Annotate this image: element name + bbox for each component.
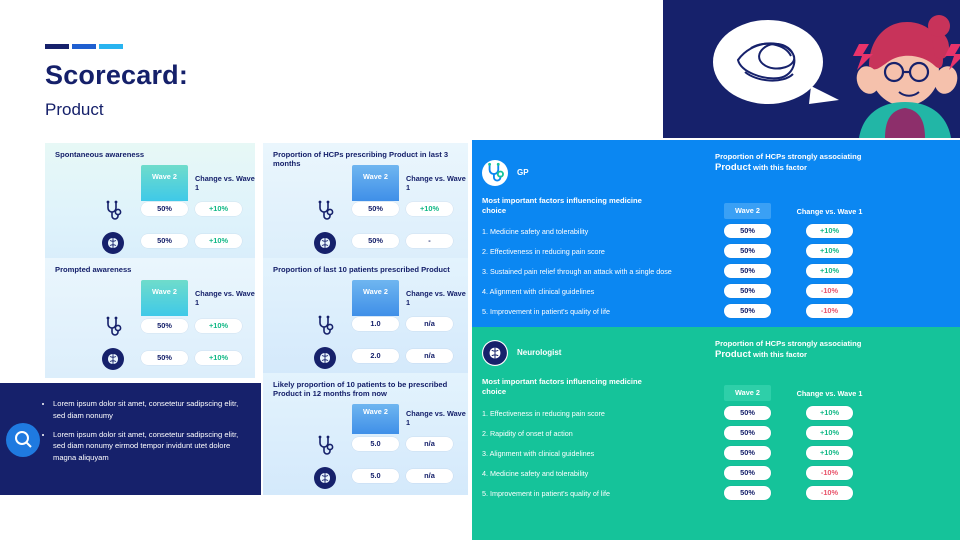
gp-change-value: -10% <box>806 284 853 298</box>
panel-likely-12-months <box>263 373 468 495</box>
gp-factor-label: 1. Medicine safety and tolerability <box>482 227 589 236</box>
gp-avatar <box>482 160 508 186</box>
stressed-person-illustration <box>663 0 960 138</box>
rule-blue <box>72 44 96 49</box>
wave-value: 5.0 <box>352 437 399 451</box>
doctor-icon <box>313 434 337 458</box>
neuro-wave-value: 50% <box>724 466 771 480</box>
wave-value: 50% <box>141 319 188 333</box>
panel-neurologist <box>472 327 960 540</box>
gp-association-title <box>715 152 945 175</box>
gp-factor-label: 4. Alignment with clinical guidelines <box>482 287 595 296</box>
wave-header-label: Wave 2 <box>363 287 388 296</box>
neuro-factor-label: 1. Effectiveness in reducing pain score <box>482 409 605 418</box>
rule-navy <box>45 44 69 49</box>
doctor-icon <box>313 199 337 223</box>
gp-change-value: +10% <box>806 224 853 238</box>
change-header-label: Change vs. Wave 1 <box>195 289 255 307</box>
brain-icon <box>101 347 125 371</box>
brain-icon <box>101 231 125 255</box>
neuro-wave-value: 50% <box>724 446 771 460</box>
change-value: +10% <box>195 319 242 333</box>
panel-title: Spontaneous awareness <box>55 150 145 159</box>
neuro-change-header: Change vs. Wave 1 <box>796 389 863 398</box>
panel-title: Proportion of HCPs prescribing Product in last 3 months <box>273 150 449 169</box>
neuro-association-title <box>715 339 945 362</box>
change-value: n/a <box>406 349 453 363</box>
change-value: +10% <box>195 234 242 248</box>
assoc-post: with this factor <box>750 350 808 360</box>
gp-wave-value: 50% <box>724 244 771 258</box>
page-title: Scorecard: <box>45 60 189 90</box>
change-header-label: Change vs. Wave 1 <box>195 174 255 192</box>
brain-icon <box>482 340 508 366</box>
change-value: - <box>406 234 453 248</box>
gp-wave-value: 50% <box>724 224 771 238</box>
neuro-wave-header: Wave 2 <box>724 385 771 401</box>
neuro-factor-label: 2. Rapidity of onset of action <box>482 429 573 438</box>
brain-icon <box>313 231 337 255</box>
wave-value: 50% <box>141 351 188 365</box>
title-rules <box>45 44 123 49</box>
page-subtitle: Product <box>45 100 104 119</box>
wave-value: 50% <box>141 202 188 216</box>
neuro-change-value: -10% <box>806 486 853 500</box>
neuro-factor-label: 3. Alignment with clinical guidelines <box>482 449 595 458</box>
gp-factor-label: 2. Effectiveness in reducing pain score <box>482 247 605 256</box>
rule-lightblue <box>99 44 123 49</box>
doctor-icon <box>101 199 125 223</box>
brain-icon <box>313 466 337 490</box>
panel-prompted <box>45 258 255 378</box>
gp-wave-value: 50% <box>724 264 771 278</box>
wave-value: 50% <box>141 234 188 248</box>
neuro-change-value: -10% <box>806 466 853 480</box>
stethoscope-icon <box>482 160 508 186</box>
neuro-change-value: +10% <box>806 426 853 440</box>
panel-spontaneous <box>45 143 255 260</box>
notes-box <box>0 383 261 495</box>
neuro-section-label: Most important factors influencing medicine choice <box>482 377 642 396</box>
gp-change-value: -10% <box>806 304 853 318</box>
gp-wave-value: 50% <box>724 284 771 298</box>
gp-persona-name: GP <box>517 168 529 177</box>
doctor-icon <box>313 314 337 338</box>
panel-title: Prompted awareness <box>55 265 132 274</box>
neuro-change-value: +10% <box>806 406 853 420</box>
change-header-label: Change vs. Wave 1 <box>406 289 466 307</box>
panel-gp <box>472 140 960 327</box>
change-value: +10% <box>195 351 242 365</box>
wave-header-label: Wave 2 <box>152 172 177 181</box>
wave-header-label: Wave 2 <box>152 287 177 296</box>
assoc-brand: Product <box>715 162 751 174</box>
brain-icon <box>313 346 337 370</box>
neuro-avatar <box>482 340 508 366</box>
change-value: n/a <box>406 469 453 483</box>
gp-wave-value: 50% <box>724 304 771 318</box>
gp-change-header: Change vs. Wave 1 <box>796 207 863 216</box>
neuro-wave-value: 50% <box>724 486 771 500</box>
gp-wave-header: Wave 2 <box>724 203 771 219</box>
change-header-label: Change vs. Wave 1 <box>406 409 466 427</box>
panel-title: Proportion of last 10 patients prescribed Product <box>273 265 450 274</box>
neuro-change-value: +10% <box>806 446 853 460</box>
neuro-factor-label: 5. Improvement in patient's quality of life <box>482 489 611 498</box>
neuro-wave-value: 50% <box>724 426 771 440</box>
list-item: • Lorem ipsum dolor sit amet, consetetur sadipscing elitr, sed diam nonumy eirmod tempor invidunt utet dolore magna aliquyam <box>53 429 247 464</box>
doctor-icon <box>101 315 125 339</box>
search-icon <box>6 423 40 457</box>
assoc-pre: Proportion of HCPs strongly associating <box>715 152 862 161</box>
change-value: n/a <box>406 437 453 451</box>
change-value: n/a <box>406 317 453 331</box>
wave-value: 2.0 <box>352 349 399 363</box>
gp-section-label: Most important factors influencing medicine choice <box>482 196 642 215</box>
assoc-brand: Product <box>715 349 751 361</box>
wave-header-label: Wave 2 <box>363 172 388 181</box>
neuro-persona-name: Neurologist <box>517 348 562 357</box>
panel-title: Likely proportion of 10 patients to be prescribed Product in 12 months from now <box>273 380 448 399</box>
list-item: • Lorem ipsum dolor sit amet, consetetur sadipscing elitr, sed diam nonumy <box>53 398 247 422</box>
wave-value: 5.0 <box>352 469 399 483</box>
gp-change-value: +10% <box>806 264 853 278</box>
assoc-pre: Proportion of HCPs strongly associating <box>715 339 862 348</box>
gp-factor-label: 5. Improvement in patient's quality of life <box>482 307 611 316</box>
panel-last-10-patients <box>263 258 468 375</box>
change-header-label: Change vs. Wave 1 <box>406 174 466 192</box>
hero-illustration <box>663 0 960 138</box>
wave-value: 50% <box>352 234 399 248</box>
gp-change-value: +10% <box>806 244 853 258</box>
wave-value: 50% <box>352 202 399 216</box>
gp-factor-label: 3. Sustained pain relief through an attack with a single dose <box>482 267 672 276</box>
wave-header-label: Wave 2 <box>363 407 388 416</box>
search-badge <box>6 423 40 457</box>
wave-value: 1.0 <box>352 317 399 331</box>
change-value: +10% <box>195 202 242 216</box>
assoc-post: with this factor <box>750 163 808 173</box>
notes-bullets <box>42 398 247 471</box>
panel-prescribing <box>263 143 468 260</box>
change-value: +10% <box>406 202 453 216</box>
neuro-wave-value: 50% <box>724 406 771 420</box>
neuro-factor-label: 4. Medicine safety and tolerability <box>482 469 589 478</box>
